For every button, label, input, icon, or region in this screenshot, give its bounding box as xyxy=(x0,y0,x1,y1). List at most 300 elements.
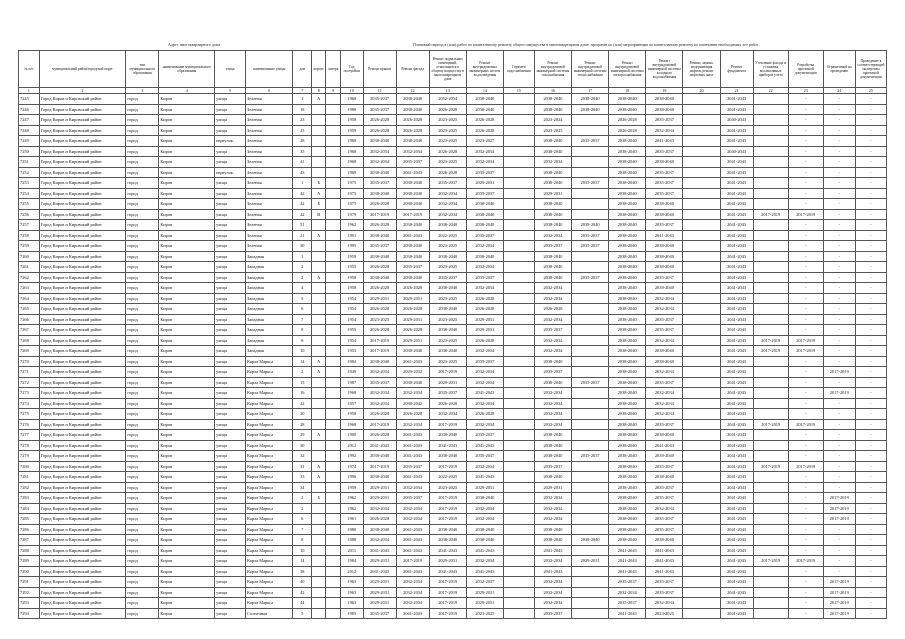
table-cell: город xyxy=(126,346,159,357)
table-cell xyxy=(326,262,340,273)
table-cell: - xyxy=(788,514,823,525)
table-row xyxy=(19,199,887,210)
table-cell: 1955 xyxy=(340,325,363,336)
table-cell: 2 xyxy=(293,503,312,514)
table-cell xyxy=(312,115,326,126)
table-cell: 2038-2040 xyxy=(466,493,503,504)
table-cell: улица xyxy=(215,566,246,577)
table-cell: город xyxy=(126,535,159,546)
table-cell: улица xyxy=(215,388,246,399)
table-cell: 2041-2043 xyxy=(720,461,753,472)
table-cell: Карла Маркса xyxy=(246,482,293,493)
table-cell: Карла Маркса xyxy=(246,430,293,441)
table-cell: 2032-2034 xyxy=(646,388,683,399)
table-cell: Карла Маркса xyxy=(246,440,293,451)
table-cell: - xyxy=(823,167,855,178)
table-cell: 2 xyxy=(293,262,312,273)
table-cell: город xyxy=(126,220,159,231)
table-cell: улица xyxy=(215,451,246,462)
table-cell xyxy=(326,566,340,577)
table-cell: город xyxy=(126,440,159,451)
table-cell: 2029-2031 xyxy=(363,587,396,598)
table-cell xyxy=(572,356,609,367)
table-cell xyxy=(753,388,788,399)
table-cell: 2038-2040 xyxy=(609,346,646,357)
table-cell: 2026-2028 xyxy=(363,304,396,315)
table-cell: - xyxy=(855,125,886,136)
table-cell: город xyxy=(126,451,159,462)
table-cell: 2038-2040 xyxy=(609,398,646,409)
table-cell: 30 xyxy=(293,241,312,252)
table-cell: 2041-2043 xyxy=(720,272,753,283)
table-cell: Город Киров и Кировский район xyxy=(39,482,126,493)
table-cell: - xyxy=(788,493,823,504)
table-cell: 2038-2040 xyxy=(534,104,571,115)
table-cell xyxy=(683,461,720,472)
table-cell xyxy=(312,146,326,157)
table-cell: 2029-2031 xyxy=(466,587,503,598)
table-cell: 2035-2037 xyxy=(466,167,503,178)
table-cell: Киров xyxy=(159,598,215,609)
table-cell: 2038-2040 xyxy=(609,209,646,220)
table-cell: 42 xyxy=(293,587,312,598)
table-cell: 1963 xyxy=(340,587,363,598)
table-cell: 2032-2034 xyxy=(534,230,571,241)
table-cell: город xyxy=(126,577,159,588)
table-cell: - xyxy=(855,272,886,283)
table-cell: 2041-2043 xyxy=(720,587,753,598)
table-cell: улица xyxy=(215,367,246,378)
table-cell: Киров xyxy=(159,409,215,420)
table-cell: 7257 xyxy=(19,220,40,231)
table-cell: 2038-2040 xyxy=(396,272,429,283)
table-cell: - xyxy=(788,94,823,105)
table-cell: 2017-2019 xyxy=(788,335,823,346)
table-cell xyxy=(683,230,720,241)
table-row xyxy=(19,335,887,346)
table-cell xyxy=(312,293,326,304)
table-cell xyxy=(683,608,720,619)
column-number: 21 xyxy=(720,88,753,94)
table-cell: 2035-2037 xyxy=(534,325,571,336)
table-cell: Киров xyxy=(159,608,215,619)
table-cell: - xyxy=(855,461,886,472)
table-cell xyxy=(326,377,340,388)
table-cell: Город Киров и Кировский район xyxy=(39,325,126,336)
table-cell: 2041-2043 xyxy=(609,545,646,556)
table-row xyxy=(19,598,887,609)
table-cell: 2041-2043 xyxy=(646,556,683,567)
table-cell: Карла Маркса xyxy=(246,398,293,409)
table-row xyxy=(19,188,887,199)
table-cell: улица xyxy=(215,398,246,409)
table-cell: 2017-2019 xyxy=(753,461,788,472)
table-cell: 7256 xyxy=(19,209,40,220)
table-cell: 29 xyxy=(293,430,312,441)
table-cell: 7283 xyxy=(19,493,40,504)
table-cell xyxy=(326,94,340,105)
table-row xyxy=(19,104,887,115)
table-cell: 1968 xyxy=(340,94,363,105)
table-cell: 2041-2043 xyxy=(363,566,396,577)
table-cell: 2035-2037 xyxy=(363,241,396,252)
table-cell xyxy=(572,262,609,273)
table-row xyxy=(19,419,887,430)
table-cell: 2038-2040 xyxy=(534,262,571,273)
table-cell: 2038-2040 xyxy=(646,430,683,441)
table-cell xyxy=(753,472,788,483)
table-cell xyxy=(503,230,534,241)
table-cell: 2017-2019 xyxy=(823,598,855,609)
table-cell: 2023-2025 xyxy=(429,136,466,147)
table-cell: 2023-2024 xyxy=(534,115,571,126)
table-cell: Город Киров и Кировский район xyxy=(39,451,126,462)
table-cell: 2023-2027 xyxy=(466,136,503,147)
table-cell xyxy=(753,482,788,493)
table-cell: 2032-2034 xyxy=(534,514,571,525)
table-cell: - xyxy=(823,157,855,168)
table-cell: 2038-2040 xyxy=(429,283,466,294)
table-cell: - xyxy=(855,356,886,367)
table-cell: 2032-2034 xyxy=(646,367,683,378)
table-cell: 44 xyxy=(293,598,312,609)
table-cell: 2038-2040 xyxy=(609,251,646,262)
table-cell: 2038-2040 xyxy=(609,167,646,178)
table-cell: 2041-2043 xyxy=(720,356,753,367)
table-cell xyxy=(572,587,609,598)
table-cell xyxy=(312,167,326,178)
table-cell: 2023-2025 xyxy=(429,314,466,325)
table-cell xyxy=(312,388,326,399)
table-cell: 7289 xyxy=(19,556,40,567)
table-cell: Город Киров и Кировский район xyxy=(39,503,126,514)
table-cell: 2038-2040 xyxy=(363,272,396,283)
table-cell: Город Киров и Кировский район xyxy=(39,94,126,105)
table-cell: Город Киров и Кировский район xyxy=(39,545,126,556)
table-cell: 31 xyxy=(293,461,312,472)
table-cell: 2041-2043 xyxy=(396,167,429,178)
table-row xyxy=(19,230,887,241)
table-cell: Город Киров и Кировский район xyxy=(39,430,126,441)
table-cell xyxy=(572,199,609,210)
table-cell: 2023-2025 xyxy=(429,125,466,136)
table-cell xyxy=(503,335,534,346)
table-cell: - xyxy=(823,230,855,241)
table-cell: Город Киров и Кировский район xyxy=(39,241,126,252)
table-cell: - xyxy=(823,241,855,252)
table-cell: Город Киров и Кировский район xyxy=(39,157,126,168)
table-cell: 7247 xyxy=(19,115,40,126)
table-cell: 2038-2040 xyxy=(534,472,571,483)
table-cell: Карла Маркса xyxy=(246,461,293,472)
table-cell xyxy=(503,293,534,304)
table-cell xyxy=(312,157,326,168)
table-cell: Зеленая xyxy=(246,104,293,115)
table-cell: улица xyxy=(215,304,246,315)
table-cell: 2032-2034 xyxy=(646,598,683,609)
table-cell: 7275 xyxy=(19,409,40,420)
table-cell: 34 xyxy=(293,482,312,493)
table-cell: 2032-2034 xyxy=(466,377,503,388)
table-cell: - xyxy=(823,482,855,493)
table-cell xyxy=(683,409,720,420)
table-cell xyxy=(753,115,788,126)
table-cell: Киров xyxy=(159,430,215,441)
table-cell: Киров xyxy=(159,566,215,577)
table-cell: 2038-2040 xyxy=(646,251,683,262)
table-cell: 2041-2043 xyxy=(720,409,753,420)
table-cell: - xyxy=(823,325,855,336)
table-cell: Город Киров и Кировский район xyxy=(39,409,126,420)
table-cell: - xyxy=(823,535,855,546)
table-cell xyxy=(312,545,326,556)
table-row xyxy=(19,178,887,189)
table-row xyxy=(19,482,887,493)
table-cell: улица xyxy=(215,188,246,199)
table-cell: 7260 xyxy=(19,251,40,262)
table-cell xyxy=(683,241,720,252)
table-cell xyxy=(683,524,720,535)
table-cell xyxy=(683,514,720,525)
table-cell: 2035-2037 xyxy=(646,577,683,588)
table-cell: город xyxy=(126,388,159,399)
document-sheet xyxy=(18,40,887,620)
table-cell: 2023-2025 xyxy=(429,356,466,367)
table-cell: 2041-2043 xyxy=(720,283,753,294)
table-cell: 2041-2043 xyxy=(720,514,753,525)
table-cell xyxy=(326,524,340,535)
table-cell xyxy=(572,461,609,472)
table-cell xyxy=(326,356,340,367)
table-cell: 10 xyxy=(293,346,312,357)
table-cell xyxy=(326,398,340,409)
table-cell: Город Киров и Кировский район xyxy=(39,388,126,399)
table-cell: - xyxy=(788,566,823,577)
table-cell xyxy=(326,167,340,178)
column-number: 1 xyxy=(19,88,40,94)
table-cell xyxy=(683,482,720,493)
table-cell: 2041-2043 xyxy=(363,545,396,556)
table-cell: 7246 xyxy=(19,104,40,115)
capital-repair-table xyxy=(18,50,887,619)
table-cell: 2038-2040 xyxy=(609,314,646,325)
table-cell: 2026-2028 xyxy=(466,335,503,346)
table-cell: Киров xyxy=(159,304,215,315)
table-cell xyxy=(753,608,788,619)
address-band-label: Адрес многоквартирного дома xyxy=(168,42,221,47)
table-cell xyxy=(753,409,788,420)
table-cell xyxy=(503,178,534,189)
column-header: литера xyxy=(326,51,340,88)
table-cell: - xyxy=(855,136,886,147)
table-cell: город xyxy=(126,262,159,273)
table-cell xyxy=(683,419,720,430)
table-cell: 1959 xyxy=(340,251,363,262)
table-row xyxy=(19,556,887,567)
table-cell: - xyxy=(788,598,823,609)
table-cell: - xyxy=(823,566,855,577)
column-number: 5 xyxy=(215,88,246,94)
column-number: 2 xyxy=(39,88,126,94)
table-cell: улица xyxy=(215,377,246,388)
table-cell xyxy=(326,293,340,304)
table-cell: - xyxy=(823,293,855,304)
table-cell: 1961 xyxy=(340,514,363,525)
table-cell: Зеленая xyxy=(246,157,293,168)
table-cell xyxy=(572,409,609,420)
table-cell xyxy=(753,241,788,252)
table-cell: 2041-2043 xyxy=(609,566,646,577)
table-cell: Город Киров и Кировский район xyxy=(39,598,126,609)
column-header: муниципальный район/городской округ xyxy=(39,51,126,88)
table-cell: город xyxy=(126,272,159,283)
table-cell xyxy=(683,199,720,210)
table-cell: 2017-2019 xyxy=(753,419,788,430)
table-cell: Киров xyxy=(159,178,215,189)
table-cell: - xyxy=(823,451,855,462)
table-cell xyxy=(683,356,720,367)
table-cell: 7245 xyxy=(19,94,40,105)
table-cell: Карла Маркса xyxy=(246,503,293,514)
table-cell: - xyxy=(823,409,855,420)
table-cell xyxy=(683,157,720,168)
table-row xyxy=(19,283,887,294)
table-cell xyxy=(683,325,720,336)
table-cell: 2026-2028 xyxy=(429,104,466,115)
table-cell xyxy=(572,598,609,609)
table-cell: 2032-2034 xyxy=(609,587,646,598)
column-header: Ремонт внутридомовой инженерной системы газоснабжения xyxy=(534,51,571,88)
table-cell: 2032-2034 xyxy=(466,503,503,514)
table-cell: 2032-2034 xyxy=(534,587,571,598)
table-cell: город xyxy=(126,188,159,199)
table-cell: 2038-2040 xyxy=(363,251,396,262)
table-cell: 2041-2043 xyxy=(720,304,753,315)
table-cell: - xyxy=(823,136,855,147)
table-cell: 2017-2019 xyxy=(823,514,855,525)
table-cell: 2017-2019 xyxy=(753,556,788,567)
table-cell: улица xyxy=(215,608,246,619)
table-cell: 2038-2040 xyxy=(396,346,429,357)
table-cell: 2035-2037 xyxy=(646,188,683,199)
table-cell: 2041-2043 xyxy=(396,524,429,535)
table-cell: 2041-2043 xyxy=(396,230,429,241)
column-header: улица xyxy=(215,51,246,88)
table-cell: - xyxy=(823,419,855,430)
table-cell: 7 xyxy=(293,524,312,535)
table-cell xyxy=(683,430,720,441)
table-cell: Карла Маркса xyxy=(246,377,293,388)
table-cell: 2041-2043 xyxy=(396,472,429,483)
table-cell xyxy=(753,230,788,241)
column-header: тип муниципального образования xyxy=(126,51,159,88)
table-cell: 2026-2028 xyxy=(396,283,429,294)
table-cell: А xyxy=(312,356,326,367)
table-cell xyxy=(753,314,788,325)
table-cell: 2026-2028 xyxy=(466,125,503,136)
table-cell: 2041-2043 xyxy=(720,220,753,231)
table-cell xyxy=(683,115,720,126)
table-cell: 2041-2043 xyxy=(396,440,429,451)
table-cell: 2032-2034 xyxy=(396,587,429,598)
table-cell: 2038-2040 xyxy=(646,157,683,168)
table-cell: 1954 xyxy=(340,335,363,346)
column-header: Разработка проектной документации xyxy=(788,51,823,88)
table-cell: 1968 xyxy=(340,157,363,168)
table-cell: А xyxy=(312,430,326,441)
table-cell xyxy=(503,493,534,504)
table-cell: Город Киров и Кировский район xyxy=(39,314,126,325)
table-cell: город xyxy=(126,209,159,220)
table-cell xyxy=(572,146,609,157)
table-cell: 2038-2040 xyxy=(396,136,429,147)
table-cell: 2029-2031 xyxy=(396,314,429,325)
table-row xyxy=(19,94,887,105)
table-cell: - xyxy=(823,314,855,325)
table-cell xyxy=(326,346,340,357)
table-cell xyxy=(683,146,720,157)
table-cell: 2041-2043 xyxy=(646,440,683,451)
table-cell: - xyxy=(823,556,855,567)
table-cell xyxy=(326,146,340,157)
table-cell: улица xyxy=(215,577,246,588)
table-cell xyxy=(503,94,534,105)
table-cell: 2017-2019 xyxy=(823,503,855,514)
table-cell: улица xyxy=(215,325,246,336)
table-cell: 2038-2040 xyxy=(429,325,466,336)
table-cell xyxy=(503,566,534,577)
table-cell: 7252 xyxy=(19,167,40,178)
table-cell: 2035-2037 xyxy=(609,577,646,588)
table-cell: 2032-2034 xyxy=(534,493,571,504)
table-cell: 2038-2040 xyxy=(466,251,503,262)
table-cell: 7293 xyxy=(19,598,40,609)
table-cell xyxy=(753,398,788,409)
column-header: Проведение в соответствующей экспертизы проектной документации xyxy=(855,51,886,88)
table-cell: 2038-2040 xyxy=(534,272,571,283)
table-cell: 2029-2031 xyxy=(429,556,466,567)
table-cell xyxy=(683,451,720,462)
table-cell: 2038-2040 xyxy=(609,461,646,472)
table-cell xyxy=(326,577,340,588)
table-cell: улица xyxy=(215,356,246,367)
column-header-row xyxy=(19,51,887,88)
table-cell: 7271 xyxy=(19,367,40,378)
table-cell: 2023-2025 xyxy=(429,293,466,304)
table-cell: 1963 xyxy=(340,577,363,588)
table-row xyxy=(19,136,887,147)
table-cell: Карла Маркса xyxy=(246,388,293,399)
table-cell: 40 xyxy=(293,577,312,588)
table-cell: - xyxy=(788,377,823,388)
table-cell xyxy=(572,304,609,315)
table-cell: 1975 xyxy=(340,188,363,199)
table-cell: - xyxy=(788,398,823,409)
table-cell: 7280 xyxy=(19,461,40,472)
table-cell: 2038-2040 xyxy=(646,104,683,115)
table-cell: 7269 xyxy=(19,346,40,357)
table-cell xyxy=(572,566,609,577)
table-cell xyxy=(326,188,340,199)
table-cell: - xyxy=(788,272,823,283)
table-cell xyxy=(312,451,326,462)
table-cell: Зеленая xyxy=(246,220,293,231)
table-cell: Город Киров и Кировский район xyxy=(39,136,126,147)
table-cell: 2032-2034 xyxy=(534,335,571,346)
table-cell xyxy=(753,535,788,546)
table-cell: 1959 xyxy=(340,482,363,493)
table-cell: - xyxy=(788,125,823,136)
